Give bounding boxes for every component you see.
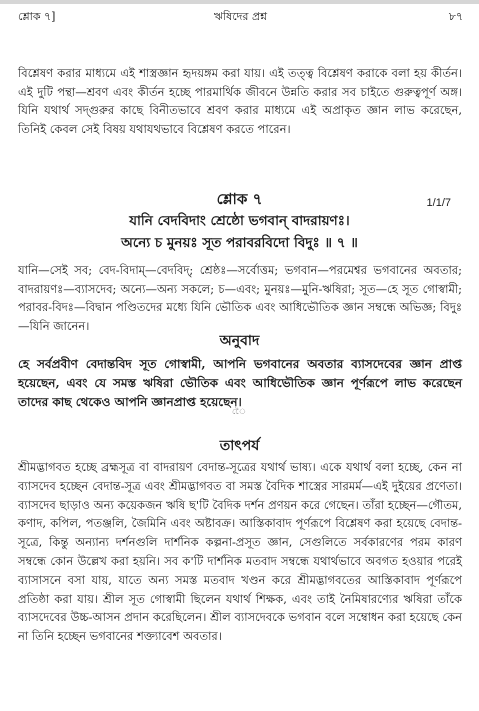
- page-header: [18, 8, 463, 28]
- purport-heading: তাৎপর্য: [219, 438, 260, 454]
- header-page-number: ৮৭: [448, 10, 463, 23]
- synonyms-paragraph: যানি—সেই সব; বেদ-বিদাম্—বেদবিদ্; শ্রেষ্ঠঃ—সর্বোত্তম; ভগবান—পরমেশ্বর ভগবানের অবতার; বাদরায়ণঃ—ব্যাসদেব; অন্যে—অন্য সকলে; চ—এবং; মুনয়ঃ—মুনি-ঋষিরা; সূত—হে সূত গোস্বামী; পরাবর-বিদঃ—বিদ্বান পণ্ডিতদের মধ্যে যিনি ভৌতিক এবং আধিভৌতিক জ্ঞান সম্বন্ধে অভিজ্ঞ; বিদুঃ—যিনি জানেন।: [18, 263, 462, 333]
- verse-text: [0, 210, 479, 254]
- verse-line-2: অন্যে চ মুনয়ঃ সূত পরাবরবিদো বিদুঃ ॥ ৭ ॥: [121, 235, 358, 251]
- translation-heading: অনুবাদ: [219, 333, 260, 349]
- verse-line-1: যানি বেদবিদাং শ্রেষ্ঠো ভগবান্ বাদরায়ণঃ।: [129, 213, 350, 229]
- translation-paragraph: হে সর্বপ্রবীণ বেদান্তবিদ সূত গোস্বামী, আপনি ভগবানের অবতার ব্যাসদেবের জ্ঞান প্রাপ্ত হয়েছেন, এবং যে সমস্ত ঋষিরা ভৌতিক এবং আধিভৌতিক জ্ঞান পূর্ণরূপে লাভ করেছেন তাদের কাছ থেকেও আপনি জ্ঞানপ্রাপ্ত হয়েছেন।: [18, 357, 462, 409]
- intro-paragraph: বিশ্লেষণ করার মাধ্যমে এই শাস্ত্রজ্ঞান হৃদয়ঙ্গম করা যায়। এই তত্ত্ব বিশ্লেষণ করাকে বলা হয় কীর্তন। এই দুটি পন্থা—শ্রবণ এবং কীর্তন হচ্ছে পারমার্থিক জীবনে উন্নতি করার সব চাইতে গুরুত্বপূর্ণ অঙ্গ। যিনি যথার্থ সদ্গুরুর কাছে বিনীতভাবে শ্রবণ করার মাধ্যমে এই অপ্রাকৃত জ্ঞান লাভ করেছেন, তিনিই কেবল সেই বিষয় যথাযথভাবে বিশ্লেষণ করতে পারেন।: [18, 66, 462, 136]
- header-verse-ref: শ্লোক ৭]: [18, 10, 56, 23]
- purport-paragraph: শ্রীমদ্ভাগবত হচ্ছে ব্রহ্মসূত্র বা বাদরায়ণ বেদান্ত-সূত্রের যথার্থ ভাষ্য। একে যথার্থ বলা হচ্ছে, কেন না ব্যাসদেব হচ্ছেন বেদান্ত-সূত্র এবং শ্রীমদ্ভাগবত বা সমস্ত বৈদিক শাস্ত্রের সারমর্ম—এই দুইয়ের প্রণেতা। ব্যাসদেব ছাড়াও অন্য কয়েকজন ঋষি ছ'টি বৈদিক দর্শন প্রণয়ন করে গেছেন। তাঁরা হচ্ছেন—গৌতম, কণাদ, কপিল, পতঞ্জলি, জৈমিনি এবং অষ্টাবক্র। আস্তিকাবাদ পূর্ণরূপে বিশ্লেষণ করা হয়েছে বেদান্ত-সূত্রে, কিন্তু অন্যান্য দর্শনগুলি দার্শনিক কল্পনা-প্রসূত জ্ঞান, সেগুলিতে সর্বকারণের পরম কারণ সম্বন্ধে কোন উল্লেখ করা হয়নি। সব ক'টি দার্শনিক মতবাদ সম্বন্ধে যথার্থভাবে অবগত হওয়ার পরেই ব্যাসাসনে বসা যায়, যাতে অন্য সমস্ত মতবাদ খণ্ডন করে শ্রীমদ্ভাগবতের আস্তিকাবাদ পূর্ণরূপে প্রতিষ্ঠা করা যায়। শ্রীল সূত গোস্বামী ছিলেন যথার্থ শিক্ষক, এবং তাই নৈমিষারণ্যের ঋষিরা তাঁকে ব্যাসদেবের উচ্চ-আসন প্রদান করেছিলেন। শ্রীল ব্যাসদেবকে ভগবান বলে সম্বোধন করা হয়েছে কেন না তিনি হচ্ছেন ভগবানের শক্ত্যাবেশ অবতার।: [18, 460, 462, 644]
- scan-edge: [0, 0, 479, 4]
- verse-title: শ্লোক ৭: [216, 190, 263, 208]
- stray-mark: ৈে: [232, 407, 247, 416]
- verse-marker: 1/1/7: [426, 197, 451, 209]
- header-chapter-title: ঋষিদের প্রশ্ন: [213, 10, 268, 23]
